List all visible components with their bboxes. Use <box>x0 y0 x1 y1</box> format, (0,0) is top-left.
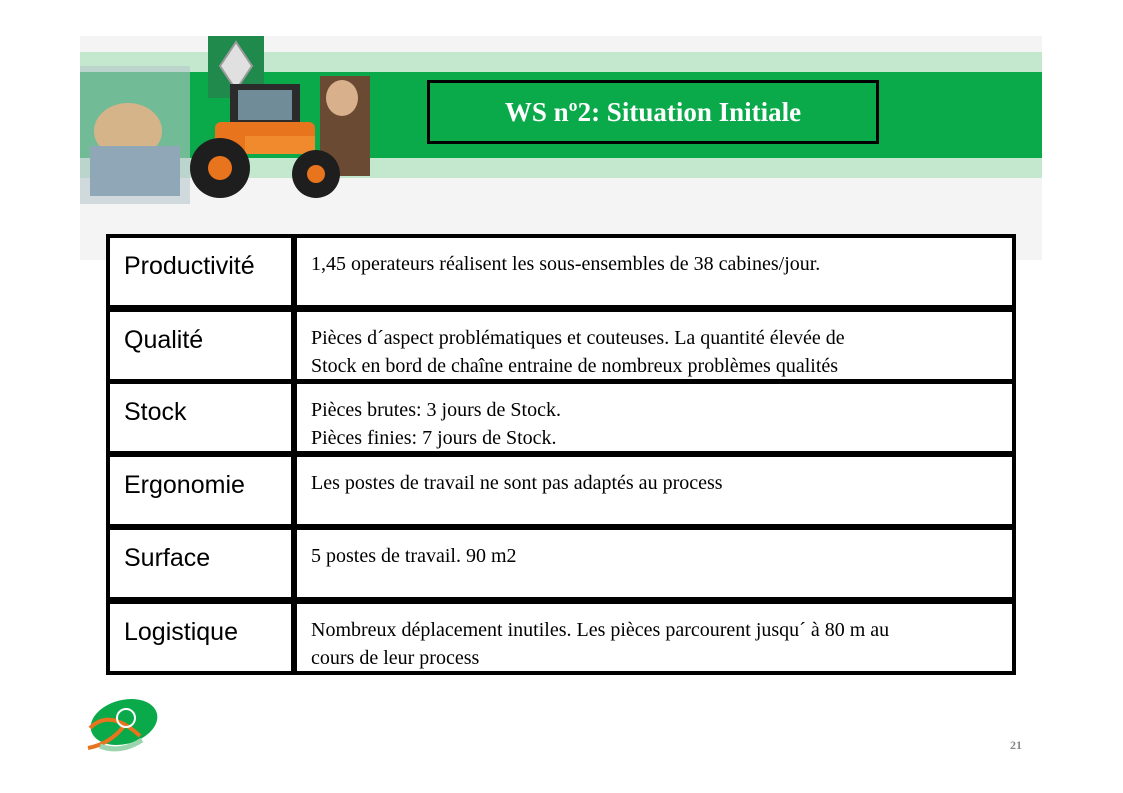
table-row <box>106 380 1016 455</box>
row-value-cell <box>293 234 1016 309</box>
row-label-cell <box>106 380 295 455</box>
row-label-cell <box>106 234 295 309</box>
table-row <box>106 234 1016 309</box>
row-text: Les postes de travail ne sont pas adaptés au process <box>311 472 723 494</box>
row-label: Qualité <box>124 326 204 354</box>
row-value-cell <box>293 453 1016 528</box>
row-value-cell <box>293 380 1016 455</box>
row-text: Pièces brutes: 3 jours de Stock. Pièces finies: 7 jours de Stock. <box>311 399 561 449</box>
table-row <box>106 526 1016 601</box>
table-row <box>106 308 1016 383</box>
row-value-cell <box>293 308 1016 383</box>
row-value-cell <box>293 526 1016 601</box>
table-row <box>106 453 1016 528</box>
row-label-cell <box>106 453 295 528</box>
row-label: Ergonomie <box>124 471 245 499</box>
row-text: Pièces d´aspect problématiques et couteuses. La quantité élevée de Stock en bord de chaîne entraine de nombreux problèmes qualités <box>311 327 845 377</box>
row-label-cell <box>106 308 295 383</box>
row-label-cell <box>106 600 295 675</box>
row-label: Surface <box>124 544 211 572</box>
row-label: Logistique <box>124 618 238 646</box>
row-label-cell <box>106 526 295 601</box>
table-row <box>106 600 1016 675</box>
tractor-photo <box>80 36 370 204</box>
row-label: Stock <box>124 398 187 426</box>
row-text: 1,45 operateurs réalisent les sous-ensembles de 38 cabines/jour. <box>311 253 821 275</box>
row-label: Productivité <box>124 252 255 280</box>
row-text: 5 postes de travail. 90 m2 <box>311 545 517 567</box>
company-logo <box>80 688 160 754</box>
page-number: 21 <box>1010 738 1022 752</box>
slide-title: WS nº2: Situation Initiale <box>504 96 802 127</box>
row-value-cell <box>293 600 1016 675</box>
row-text: Nombreux déplacement inutiles. Les pièces parcourent jusqu´ à 80 m au cours de leur process <box>311 619 890 669</box>
slide-title-box <box>427 80 879 144</box>
